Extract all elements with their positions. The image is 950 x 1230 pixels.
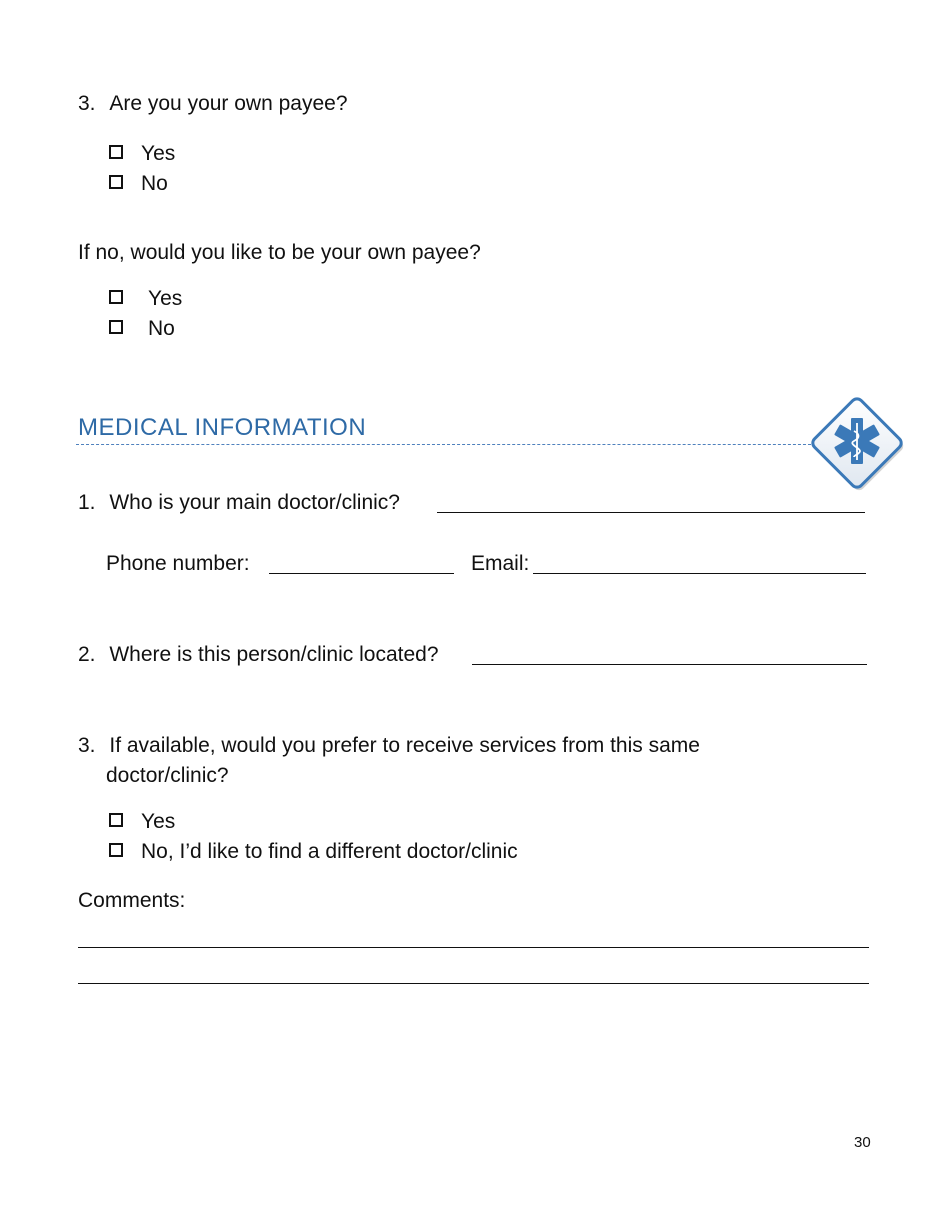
email-label: Email: (471, 552, 530, 575)
comments-line-1[interactable] (78, 947, 869, 948)
comments-label: Comments: (78, 889, 186, 912)
medical-q1 (78, 490, 400, 516)
email-field[interactable] (533, 573, 866, 574)
medical-q2-text: Where is this person/clinic located? (109, 643, 439, 666)
phone-label: Phone number: (106, 552, 250, 575)
comments-line-2[interactable] (78, 983, 869, 984)
clinic-location-field[interactable] (472, 664, 867, 665)
followup-no-checkbox[interactable] (109, 320, 123, 334)
medical-q1-text: Who is your main doctor/clinic? (109, 491, 400, 514)
payee-yes-label: Yes (141, 142, 176, 165)
page-number: 30 (854, 1134, 871, 1151)
medical-q3 (78, 733, 700, 759)
doctor-clinic-field[interactable] (437, 512, 865, 513)
medical-q2-number: 2. (78, 643, 96, 666)
payee-no-label: No (141, 172, 168, 195)
phone-number-field[interactable] (269, 573, 454, 574)
medical-q3-text-line1: If available, would you prefer to receive services from this same (109, 734, 700, 757)
same-doctor-yes-checkbox[interactable] (109, 813, 123, 827)
followup-yes-label: Yes (148, 287, 183, 310)
payee-question (78, 91, 348, 117)
star-of-life-icon (802, 388, 912, 498)
payee-no-checkbox[interactable] (109, 175, 123, 189)
followup-yes-checkbox[interactable] (109, 290, 123, 304)
payee-question-text: Are you your own payee? (109, 92, 348, 115)
medical-q2 (78, 642, 439, 668)
medical-q3-text-line2: doctor/clinic? (106, 764, 229, 787)
same-doctor-yes-label: Yes (141, 810, 176, 833)
payee-followup-question: If no, would you like to be your own payee? (78, 241, 481, 264)
section-title: MEDICAL INFORMATION (78, 414, 367, 441)
followup-no-label: No (148, 317, 175, 340)
different-doctor-checkbox[interactable] (109, 843, 123, 857)
payee-yes-checkbox[interactable] (109, 145, 123, 159)
section-divider (76, 444, 816, 445)
medical-q1-number: 1. (78, 491, 96, 514)
different-doctor-label: No, I’d like to find a different doctor/clinic (141, 840, 518, 863)
medical-q3-number: 3. (78, 734, 96, 757)
payee-question-number: 3. (78, 92, 96, 115)
